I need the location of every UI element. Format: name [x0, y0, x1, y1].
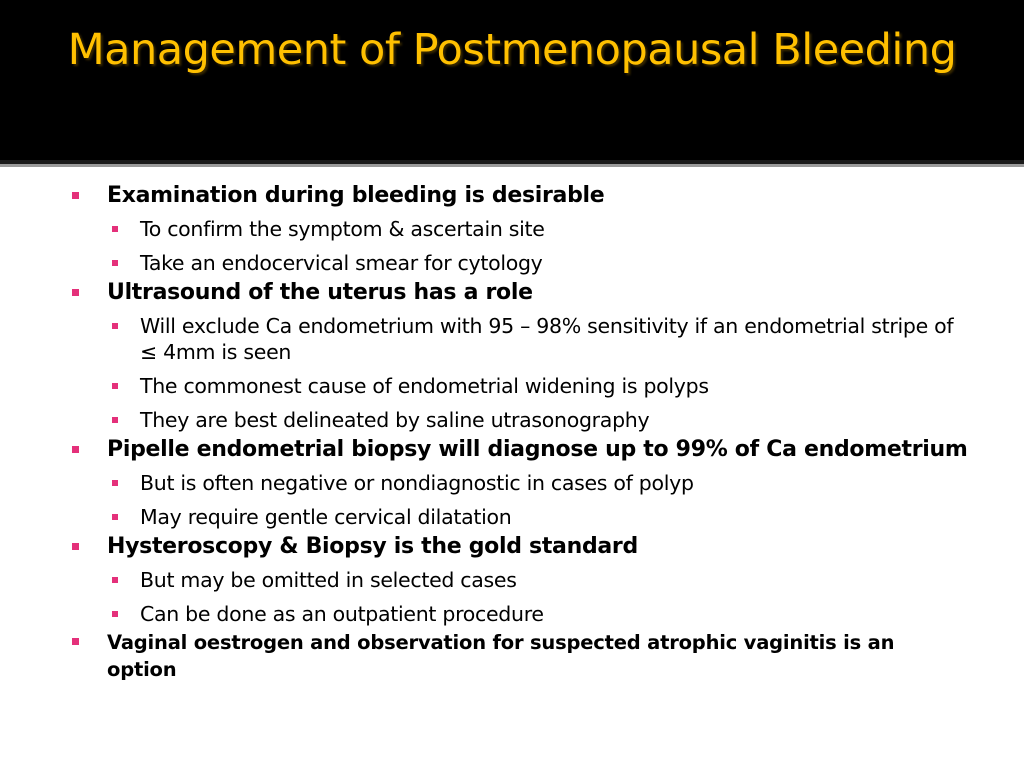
sub-bullet-list: [107, 313, 970, 433]
sub-bullet-text: Will exclude Ca endometrium with 95 – 98% sensitivity if an endometrial stripe of ≤ 4mm is seen: [140, 314, 954, 364]
bullet-item-examination: [70, 181, 970, 276]
sub-bullet-item: [107, 216, 970, 242]
sub-bullet-list: [107, 216, 970, 276]
square-bullet-icon: [112, 323, 118, 329]
square-bullet-icon: [112, 226, 118, 232]
slide-title: Management of Postmenopausal Bleeding: [67, 25, 957, 75]
sub-bullet-text: But may be omitted in selected cases: [140, 568, 517, 592]
square-bullet-icon: [112, 260, 118, 266]
sub-bullet-text: To confirm the symptom & ascertain site: [140, 217, 545, 241]
square-bullet-icon: [72, 192, 79, 199]
square-bullet-icon: [72, 446, 79, 453]
square-bullet-icon: [72, 289, 79, 296]
bullet-text: Ultrasound of the uterus has a role: [107, 280, 533, 305]
square-bullet-icon: [72, 638, 79, 645]
square-bullet-icon: [112, 383, 118, 389]
bullet-list: [70, 181, 970, 683]
sub-bullet-list: [107, 567, 970, 627]
square-bullet-icon: [112, 611, 118, 617]
square-bullet-icon: [112, 417, 118, 423]
sub-bullet-text: The commonest cause of endometrial widening is polyps: [140, 374, 709, 398]
bullet-text: Hysteroscopy & Biopsy is the gold standard: [107, 534, 638, 559]
sub-bullet-text: Take an endocervical smear for cytology: [140, 251, 543, 275]
sub-bullet-text: But is often negative or nondiagnostic in cases of polyp: [140, 471, 694, 495]
sub-bullet-list: [107, 470, 970, 530]
bullet-item-ultrasound: [70, 278, 970, 433]
bullet-text: Examination during bleeding is desirable: [107, 183, 605, 208]
title-band: [0, 0, 1024, 160]
sub-bullet-item: [107, 313, 970, 365]
bullet-item-vaginal-oestrogen: [70, 629, 970, 683]
sub-bullet-text: May require gentle cervical dilatation: [140, 505, 512, 529]
square-bullet-icon: [112, 514, 118, 520]
sub-bullet-item: [107, 373, 970, 399]
sub-bullet-item: [107, 567, 970, 593]
square-bullet-icon: [112, 577, 118, 583]
square-bullet-icon: [72, 543, 79, 550]
sub-bullet-item: [107, 504, 970, 530]
bullet-text: Vaginal oestrogen and observation for suspected atrophic vaginitis is an option: [107, 631, 895, 681]
sub-bullet-item: [107, 601, 970, 627]
sub-bullet-item: [107, 470, 970, 496]
sub-bullet-text: They are best delineated by saline utrasonography: [140, 408, 650, 432]
sub-bullet-item: [107, 407, 970, 433]
sub-bullet-text: Can be done as an outpatient procedure: [140, 602, 544, 626]
bullet-item-hysteroscopy: [70, 532, 970, 627]
bullet-item-pipelle: [70, 435, 970, 530]
bullet-text: Pipelle endometrial biopsy will diagnose up to 99% of Ca endometrium: [107, 437, 968, 462]
sub-bullet-item: [107, 250, 970, 276]
square-bullet-icon: [112, 480, 118, 486]
content-area: [0, 167, 1024, 768]
